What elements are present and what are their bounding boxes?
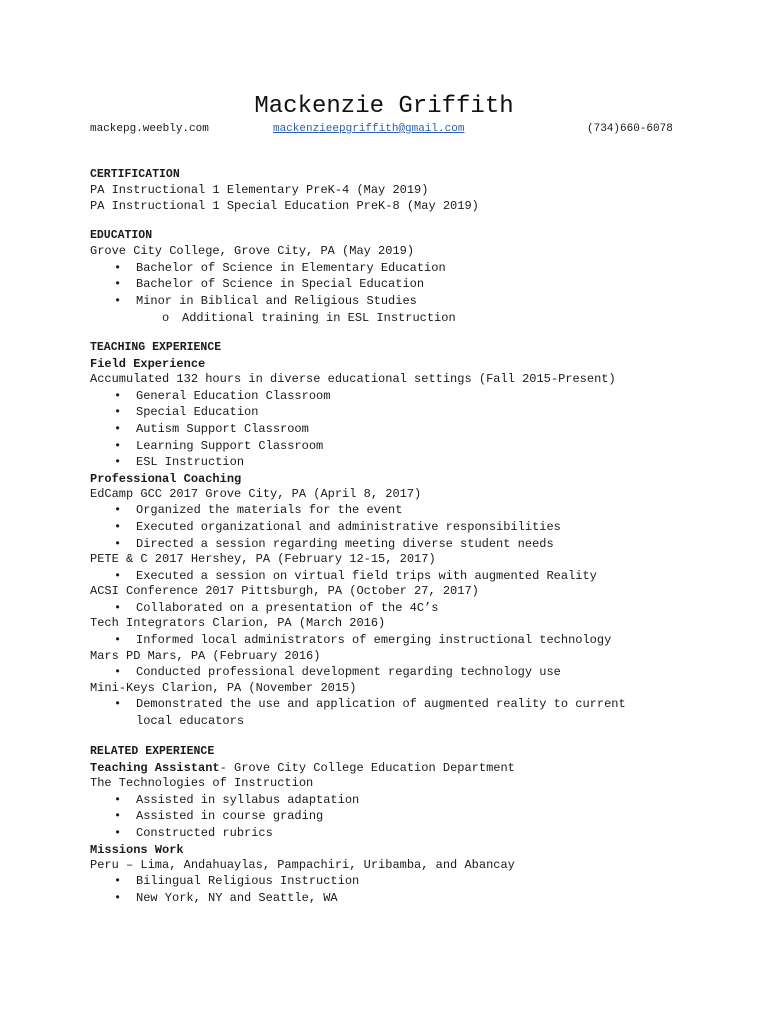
- bullet-icon: •: [114, 792, 122, 807]
- ta-title: Teaching Assistant: [90, 760, 220, 775]
- education-section: [90, 228, 690, 326]
- list-item: • Directed a session regarding meeting diverse student needs: [114, 536, 554, 551]
- list-item: • Bilingual Religious Instruction: [114, 874, 360, 889]
- bullet-icon: •: [114, 665, 122, 680]
- bullet-icon: •: [114, 503, 122, 518]
- event-line: Tech Integrators Clarion, PA (March 2016): [90, 616, 386, 631]
- subheading: Field Experience: [90, 357, 206, 372]
- section-heading: EDUCATION: [90, 229, 153, 243]
- list-item: • Executed a session on virtual field trips with augmented Reality: [114, 568, 597, 583]
- list-item: • Assisted in syllabus adaptation: [114, 792, 360, 807]
- bullet-icon: •: [114, 405, 122, 420]
- list-item: • Executed organizational and administrative responsibilities: [114, 519, 561, 534]
- event-line: PETE & C 2017 Hershey, PA (February 12-15, 2017): [90, 552, 436, 567]
- sub-list-item: o Additional training in ESL Instruction: [162, 310, 456, 325]
- bullet-icon: •: [114, 277, 122, 292]
- list-item: • Conducted professional development regarding technology use: [114, 665, 561, 680]
- list-item: • Bachelor of Science in Special Education: [114, 277, 425, 292]
- bullet-icon: •: [114, 260, 122, 275]
- event-list: [90, 664, 690, 681]
- list-item: • Learning Support Classroom: [114, 438, 324, 453]
- related-section: [90, 744, 690, 907]
- bullet-icon: •: [114, 388, 122, 403]
- event-line: Mini-Keys Clarion, PA (November 2015): [90, 680, 357, 695]
- event-list: [90, 632, 690, 649]
- list-item: • Special Education: [114, 405, 259, 420]
- bullet-icon: •: [114, 633, 122, 648]
- list-item: • Organized the materials for the event: [114, 503, 403, 518]
- list-item: • New York, NY and Seattle, WA: [114, 890, 338, 905]
- bullet-icon: •: [114, 874, 122, 889]
- event-list: [90, 600, 690, 617]
- list-item: • Autism Support Classroom: [114, 421, 309, 436]
- teaching-section: [90, 340, 690, 729]
- bullet-icon: •: [114, 809, 122, 824]
- bullet-icon: •: [114, 697, 122, 712]
- list-item: • General Education Classroom: [114, 388, 331, 403]
- event-line: ACSI Conference 2017 Pittsburgh, PA (October 27, 2017): [90, 584, 479, 599]
- subheading: Professional Coaching: [90, 471, 242, 486]
- ta-department: - Grove City College Education Department: [219, 760, 515, 775]
- list-item: • Constructed rubrics: [114, 826, 273, 840]
- field-line: Accumulated 132 hours in diverse educational settings (Fall 2015-Present): [90, 372, 616, 387]
- event-list: [90, 502, 690, 552]
- bullet-icon: •: [114, 600, 122, 615]
- list-item: • Minor in Biblical and Religious Studies: [114, 293, 417, 308]
- certification-section: [90, 167, 690, 214]
- phone-number: (734)660-6078: [587, 123, 673, 135]
- bullet-icon: •: [114, 455, 122, 470]
- certification-line: PA Instructional 1 Special Education PreK-8 (May 2019): [90, 198, 479, 213]
- bullet-icon: •: [114, 536, 122, 551]
- bullet-icon: •: [114, 568, 122, 583]
- ta-list: [90, 792, 690, 842]
- list-item: • ESL Instruction: [114, 455, 245, 470]
- candidate-name: Mackenzie Griffith: [254, 93, 514, 120]
- subheading: Missions Work: [90, 842, 184, 857]
- bullet-icon: •: [114, 890, 122, 905]
- school-line: Grove City College, Grove City, PA (May 2019): [90, 244, 415, 259]
- website-link[interactable]: mackepg.weebly.com: [90, 123, 209, 135]
- event-list: [90, 568, 690, 585]
- bullet-icon: •: [114, 421, 122, 436]
- certification-line: PA Instructional 1 Elementary PreK-4 (May 2019): [90, 183, 429, 197]
- missions-line: Peru – Lima, Andahuaylas, Pampachiri, Uribamba, and Abancay: [90, 857, 515, 872]
- section-heading: CERTIFICATION: [90, 168, 180, 181]
- bullet-icon: •: [114, 826, 122, 840]
- bullet-icon: •: [114, 293, 122, 308]
- list-item: • Assisted in course grading: [114, 809, 324, 824]
- circle-bullet-icon: o: [162, 310, 170, 325]
- education-list: [90, 260, 690, 326]
- event-list: [90, 696, 690, 729]
- email-link[interactable]: mackenzieepgriffith@gmail.com: [273, 123, 465, 135]
- list-item: • Demonstrated the use and application of augmented reality to current local educators: [114, 697, 626, 729]
- list-item: • Informed local administrators of emerging instructional technology: [114, 633, 612, 648]
- ta-line: [90, 760, 690, 777]
- list-item: • Collaborated on a presentation of the 4C’s: [114, 600, 439, 615]
- section-heading: TEACHING EXPERIENCE: [90, 341, 222, 355]
- resume-body: [90, 167, 690, 920]
- bullet-icon: •: [114, 519, 122, 534]
- course-line: The Technologies of Instruction: [90, 776, 314, 791]
- event-line: EdCamp GCC 2017 Grove City, PA (April 8, 2017): [90, 486, 422, 501]
- bullet-icon: •: [114, 438, 122, 453]
- list-item: • Bachelor of Science in Elementary Education: [114, 260, 446, 275]
- event-line: Mars PD Mars, PA (February 2016): [90, 648, 321, 663]
- missions-list: [90, 873, 690, 906]
- section-heading: RELATED EXPERIENCE: [90, 744, 215, 758]
- field-list: [90, 388, 690, 471]
